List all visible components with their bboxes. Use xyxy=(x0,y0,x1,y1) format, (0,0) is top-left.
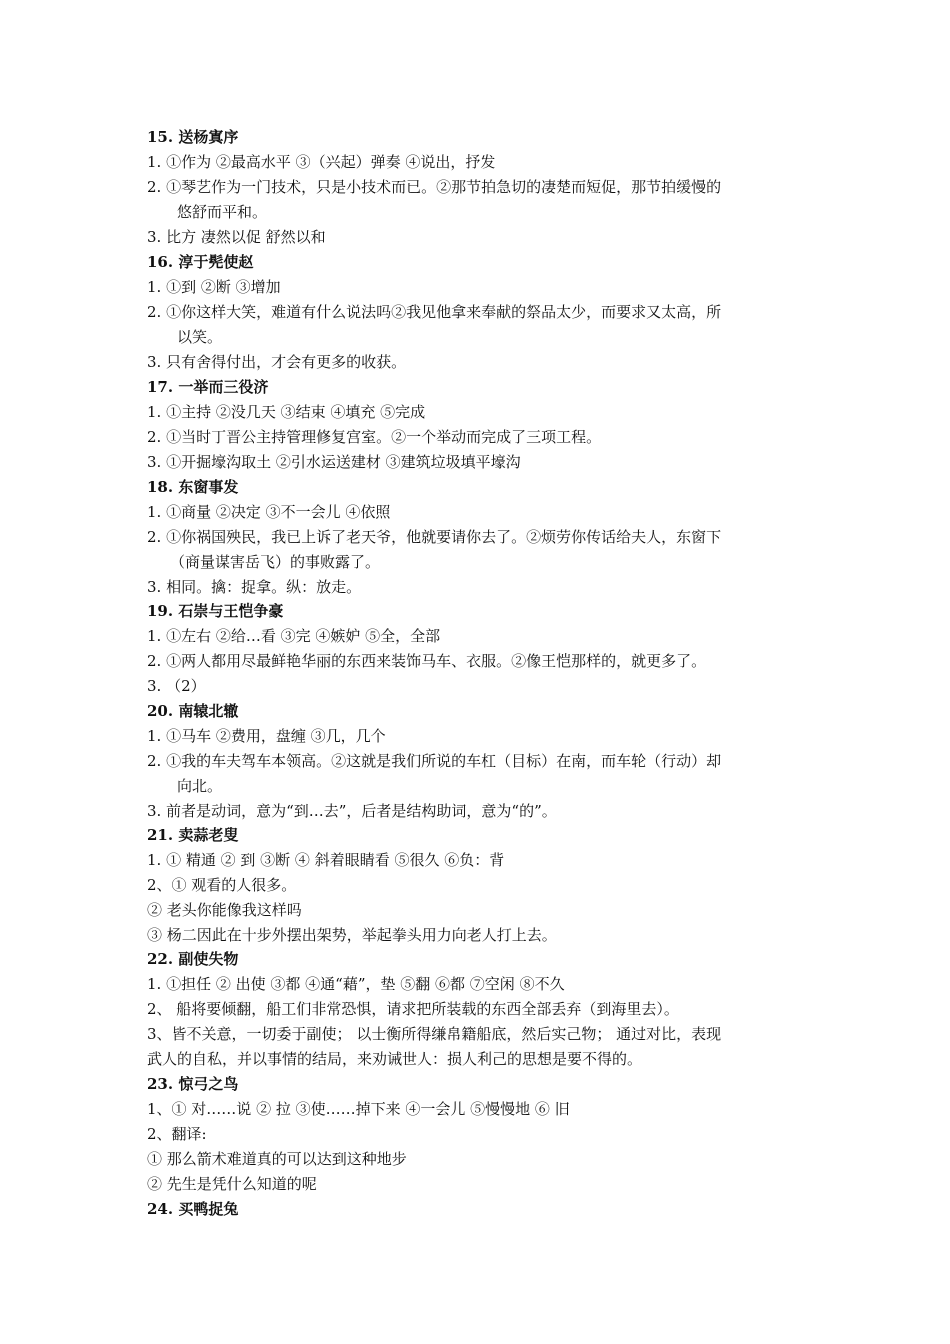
answer-line-continued: （商量谋害岳飞）的事败露了。 xyxy=(170,553,381,571)
answer-line: 2. ①琴艺作为一门技术，只是小技术而已。②那节拍急切的凄楚而短促，那节拍缓慢的 xyxy=(147,178,722,196)
section-heading: 15. 送杨寘序 xyxy=(147,128,239,146)
answer-line: 3、皆不关意，一切委于副使； 以士衡所得缣帛籍船底，然后实己物； 通过对比，表现 xyxy=(147,1025,722,1043)
section-heading: 19. 石崇与王恺争豪 xyxy=(147,602,284,620)
answer-line: 1. ①商量 ②决定 ③不一会儿 ④依照 xyxy=(147,503,391,521)
answer-line: 3. ①开掘壕沟取土 ②引水运送建材 ③建筑垃圾填平壕沟 xyxy=(147,453,521,471)
answer-line: 3. 前者是动词，意为“到…去”，后者是结构助词，意为“的”。 xyxy=(147,802,557,820)
answer-line: 2. ①你祸国殃民，我已上诉了老天爷，他就要请你去了。②烦劳你传话给夫人，东窗下 xyxy=(147,528,722,546)
answer-line: ③ 杨二因此在十步外摆出架势，举起拳头用力向老人打上去。 xyxy=(147,926,557,944)
answer-line: 3. 相同。擒：捉拿。纵：放走。 xyxy=(147,578,362,596)
section-heading: 18. 东窗事发 xyxy=(147,478,239,496)
section-heading: 21. 卖蒜老叟 xyxy=(147,826,239,844)
answer-line-continued: 向北。 xyxy=(177,777,223,795)
answer-line: 1. ①左右 ②给…看 ③完 ④嫉妒 ⑤全，全部 xyxy=(147,627,441,645)
answer-line-continued: 悠舒而平和。 xyxy=(177,203,268,221)
answer-line: 1、① 对……说 ② 拉 ③使……掉下来 ④一会儿 ⑤慢慢地 ⑥ 旧 xyxy=(147,1100,570,1118)
answer-line: 2. ①你这样大笑，难道有什么说法吗②我见他拿来奉献的祭品太少，而要求又太高，所 xyxy=(147,303,722,321)
answer-line-continued: 以笑。 xyxy=(177,328,223,346)
answer-line: 1. ①马车 ②费用，盘缠 ③几，几个 xyxy=(147,727,386,745)
answer-line: 3. （2） xyxy=(147,677,206,695)
answer-line: 2. ①当时丁晋公主持管理修复宫室。②一个举动而完成了三项工程。 xyxy=(147,428,602,446)
answer-line: 1. ①担任 ② 出使 ③都 ④通“藉”，垫 ⑤翻 ⑥都 ⑦空闲 ⑧不久 xyxy=(147,975,565,993)
answer-line: 2、 船将要倾翻，船工们非常恐惧，请求把所装载的东西全部丢弃（到海里去）。 xyxy=(147,1000,679,1018)
answer-line: 2. ①两人都用尽最鲜艳华丽的东西来装饰马车、衣服。②像王恺那样的，就更多了。 xyxy=(147,652,707,670)
answer-line: 1. ①作为 ②最高水平 ③（兴起）弹奏 ④说出，抒发 xyxy=(147,153,496,171)
answer-line: 2. ①我的车夫驾车本领高。②这就是我们所说的车杠（目标）在南，而车轮（行动）却 xyxy=(147,752,722,770)
answer-line: 3. 比方 凄然以促 舒然以和 xyxy=(147,228,326,246)
answer-line: 3. 只有舍得付出，才会有更多的收获。 xyxy=(147,353,407,371)
section-heading: 17. 一举而三役济 xyxy=(147,378,269,396)
answer-line: 1. ① 精通 ② 到 ③断 ④ 斜着眼睛看 ⑤很久 ⑥负：背 xyxy=(147,851,505,869)
section-heading: 23. 惊弓之鸟 xyxy=(147,1075,239,1093)
section-heading: 20. 南辕北辙 xyxy=(147,702,239,720)
answer-line: 1. ①到 ②断 ③增加 xyxy=(147,278,281,296)
answer-line-continued: 武人的自私，并以事情的结局，来劝诫世人：损人利己的思想是要不得的。 xyxy=(147,1050,643,1068)
answer-line: ① 那么箭术难道真的可以达到这种地步 xyxy=(147,1150,407,1168)
answer-line: 1. ①主持 ②没几天 ③结束 ④填充 ⑤完成 xyxy=(147,403,426,421)
answer-line: ② 先生是凭什么知道的呢 xyxy=(147,1175,317,1193)
answer-line: ② 老头你能像我这样吗 xyxy=(147,901,302,919)
answer-line: 2、翻译: xyxy=(147,1125,207,1143)
section-heading: 22. 副使失物 xyxy=(147,950,239,968)
answer-line: 2、① 观看的人很多。 xyxy=(147,876,297,894)
section-heading: 16. 淳于髡使赵 xyxy=(147,253,254,271)
section-heading: 24. 买鸭捉兔 xyxy=(147,1200,239,1218)
